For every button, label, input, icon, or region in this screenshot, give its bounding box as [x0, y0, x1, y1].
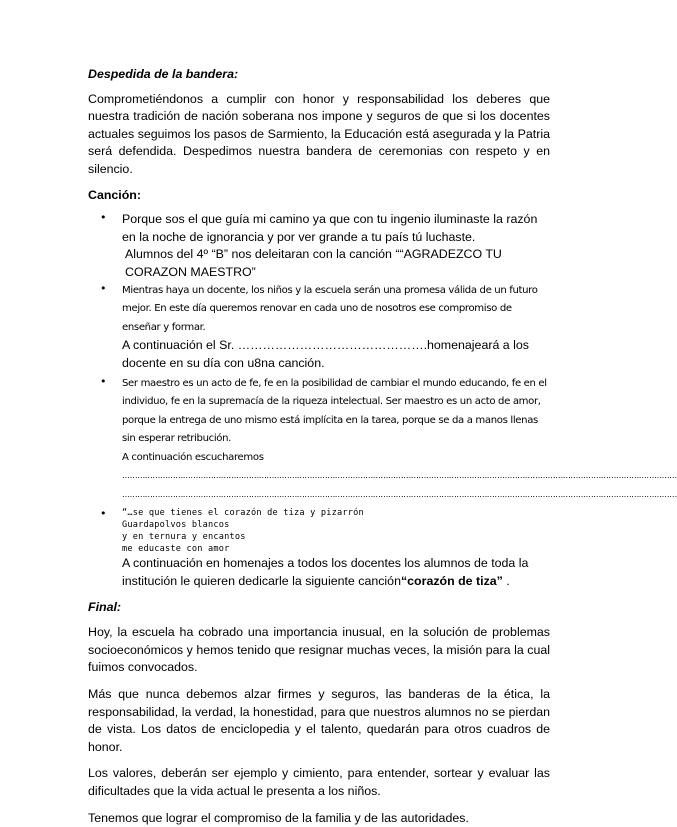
bullet4-intro-text: A continuación en homenajes a todos los docentes los alumnos de toda la institución le quieren dedicarle la siguiente canción [122, 556, 529, 589]
paragraph-despedida: Comprometiéndonos a cumplir con honor y responsabilidad los deberes que nuestra tradición de nación soberana nos impone y seguros de que si los docentes actuales seguimos los pasos de Sarmiento, la Educación está asegurada y la Patria será defendida. Despedimos nuestra bandera de ceremonias con respeto y en silencio. [88, 91, 550, 176]
bullet-icon: • [100, 506, 107, 520]
list-item-4 [88, 507, 550, 591]
paragraph-final-3: Los valores, deberán ser ejemplo y cimiento, para entender, sortear y evaluar las dificultades que la vida actual le presenta a los niños. [88, 766, 550, 798]
bullet1-intro: Alumnos del 4º “B” nos deleitaran con la canción ““AGRADEZCO TU CORAZON MAESTRO” [125, 247, 502, 279]
song-bullet-list [88, 211, 677, 591]
blank-line-2: ………………………………………………………………………………………………………………………………………………………………………………………………… [122, 490, 677, 500]
bullet-icon: • [100, 211, 107, 225]
bullet-icon: • [100, 281, 107, 295]
blank-line-1: ………………………………………………………………………………………………………………………………………………………………………………………………… [122, 471, 677, 481]
bullet4-intro [122, 555, 550, 590]
song-title: “corazón de tiza” [400, 574, 503, 589]
lyric-line-2: Guardapolvos blancos [122, 519, 230, 530]
bullet2-text: Mientras haya un docente, los niños y la escuela serán una promesa válida de un futuro mejor. En este día queremos renovar en cada uno de nosotros ese compromiso de enseñar y formar. [122, 284, 538, 333]
lyric-line-3: y en ternura y encantos [122, 532, 246, 543]
bullet1-text: Porque sos el que guía mi camino ya que con tu ingenio iluminaste la razón en la noche de ignorancia y por ver grande a tu país tú luchaste. [122, 212, 538, 244]
bullet-icon: • [100, 374, 107, 388]
heading-final: Final: [88, 599, 122, 614]
bullet3-intro: A continuación escucharemos [122, 451, 264, 463]
heading-cancion: Canción: [88, 187, 142, 202]
list-item-3 [88, 374, 677, 505]
lyric-line-1: “…se que tienes el corazón de tiza y pizarrón [122, 507, 364, 518]
document-page [88, 66, 677, 827]
paragraph-final-2: Más que nunca debemos alzar firmes y seguros, las banderas de la ética, la responsabilidad, la verdad, la honestidad, para que nuestros alumnos no se pierdan de vista. Los datos de enciclopedia y el talento, quedarán para otros cuadros de honor. [88, 687, 550, 754]
paragraph-final-4: Tenemos que lograr el compromiso de la familia y de las autoridades. [88, 810, 469, 825]
list-item-1 [88, 211, 550, 281]
list-item-2 [88, 282, 550, 373]
bullet2-intro: A continuación el Sr. ……………………………………….homenajeará a los docente en su día con u8na canción. [122, 338, 529, 370]
bullet3-text: Ser maestro es un acto de fe, fe en la posibilidad de cambiar el mundo educando, fe en el individuo, fe en la supremacía de la riqueza intelectual. Ser maestro es un acto de amor, porque la entrega de uno mismo está implícita en la tarea, porque se da a manos llenas sin esperar retribución. [122, 377, 547, 445]
bullet4-end: . [502, 574, 510, 589]
heading-despedida: Despedida de la bandera: [88, 67, 239, 81]
lyric-line-4: me educaste con amor [122, 544, 230, 555]
paragraph-final-1: Hoy, la escuela ha cobrado una importancia inusual, en la solución de problemas socioeconómicos y hemos tenido que resignar muchas veces, la misión para la cual fuimos convocados. [88, 625, 550, 675]
